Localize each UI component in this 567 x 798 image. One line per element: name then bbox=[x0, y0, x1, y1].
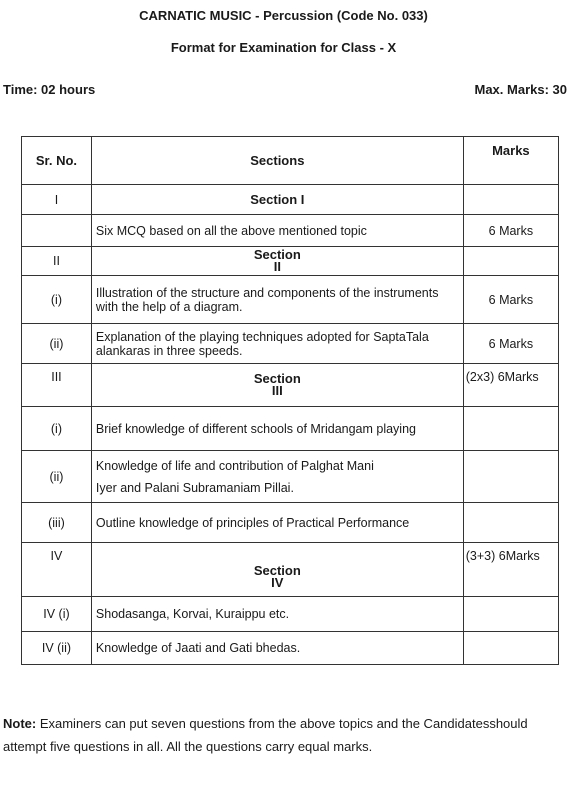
row-marks bbox=[463, 632, 558, 665]
row-sr: (ii) bbox=[22, 324, 92, 364]
table-row bbox=[22, 247, 559, 276]
row-section-title bbox=[91, 543, 463, 597]
exam-time: Time: 02 hours bbox=[3, 82, 96, 97]
row-description: Shodasanga, Korvai, Kuraippu etc. bbox=[91, 597, 463, 632]
row-description bbox=[91, 451, 463, 503]
table-row bbox=[22, 215, 559, 247]
header-marks: Marks bbox=[463, 137, 558, 185]
max-marks: Max. Marks: 30 bbox=[474, 82, 567, 97]
row-marks: (2x3) 6Marks bbox=[463, 364, 558, 407]
table-row bbox=[22, 632, 559, 665]
note-label: Note: bbox=[3, 716, 37, 731]
note-paragraph bbox=[3, 712, 563, 758]
row-sr: (iii) bbox=[22, 503, 92, 543]
description-line: Knowledge of life and contribution of Palghat Mani bbox=[95, 458, 374, 473]
row-sr: III bbox=[22, 364, 92, 407]
section-label: Section bbox=[253, 371, 301, 386]
header-sections: Sections bbox=[91, 137, 463, 185]
row-marks: (3+3) 6Marks bbox=[463, 543, 558, 597]
row-section-title bbox=[91, 364, 463, 407]
description-line: Iyer and Palani Subramaniam Pillai. bbox=[95, 480, 294, 495]
note-text: Examiners can put seven questions from the above topics and the Candidatesshould attempt five questions in all. All the questions carry equal marks. bbox=[3, 716, 528, 754]
row-description: Six MCQ based on all the above mentioned topic bbox=[91, 215, 463, 247]
table-row bbox=[22, 407, 559, 451]
row-marks: 6 Marks bbox=[463, 276, 558, 324]
row-sr: (i) bbox=[22, 276, 92, 324]
row-marks bbox=[463, 247, 558, 276]
table-header-row bbox=[22, 137, 559, 185]
section-label: Section bbox=[253, 247, 301, 262]
exam-format-table bbox=[21, 136, 559, 665]
document-subtitle: Format for Examination for Class - X bbox=[170, 40, 397, 55]
row-description: Brief knowledge of different schools of Mridangam playing bbox=[91, 407, 463, 451]
row-sr: (ii) bbox=[22, 451, 92, 503]
table-row bbox=[22, 451, 559, 503]
row-marks bbox=[463, 407, 558, 451]
row-marks bbox=[463, 597, 558, 632]
row-description: Explanation of the playing techniques adopted for SaptaTala alankaras in three speeds. bbox=[91, 324, 463, 364]
table-row bbox=[22, 543, 559, 597]
table-row bbox=[22, 597, 559, 632]
table-row bbox=[22, 276, 559, 324]
row-marks: 6 Marks bbox=[463, 324, 558, 364]
section-numeral: IV bbox=[271, 574, 284, 590]
row-marks bbox=[463, 503, 558, 543]
row-sr: I bbox=[22, 185, 92, 215]
row-description: Illustration of the structure and components of the instruments with the help of a diagram. bbox=[91, 276, 463, 324]
section-numeral: III bbox=[271, 383, 283, 398]
row-sr: IV (ii) bbox=[22, 632, 92, 665]
row-section-title: Section I bbox=[91, 185, 463, 215]
row-sr: IV (i) bbox=[22, 597, 92, 632]
table-row bbox=[22, 324, 559, 364]
row-description: Outline knowledge of principles of Practical Performance bbox=[91, 503, 463, 543]
document-title: CARNATIC MUSIC - Percussion (Code No. 033) bbox=[139, 8, 428, 23]
row-marks bbox=[463, 451, 558, 503]
header-sr-no: Sr. No. bbox=[22, 137, 92, 185]
row-sr bbox=[22, 215, 92, 247]
section-numeral: II bbox=[273, 259, 281, 274]
table-row bbox=[22, 185, 559, 215]
row-description: Knowledge of Jaati and Gati bhedas. bbox=[91, 632, 463, 665]
row-sr: IV bbox=[22, 543, 92, 597]
table-row bbox=[22, 503, 559, 543]
row-marks: 6 Marks bbox=[463, 215, 558, 247]
row-sr: II bbox=[22, 247, 92, 276]
row-marks bbox=[463, 185, 558, 215]
table-row bbox=[22, 364, 559, 407]
row-section-title bbox=[91, 247, 463, 276]
section-label: Section bbox=[253, 562, 301, 578]
row-sr: (i) bbox=[22, 407, 92, 451]
